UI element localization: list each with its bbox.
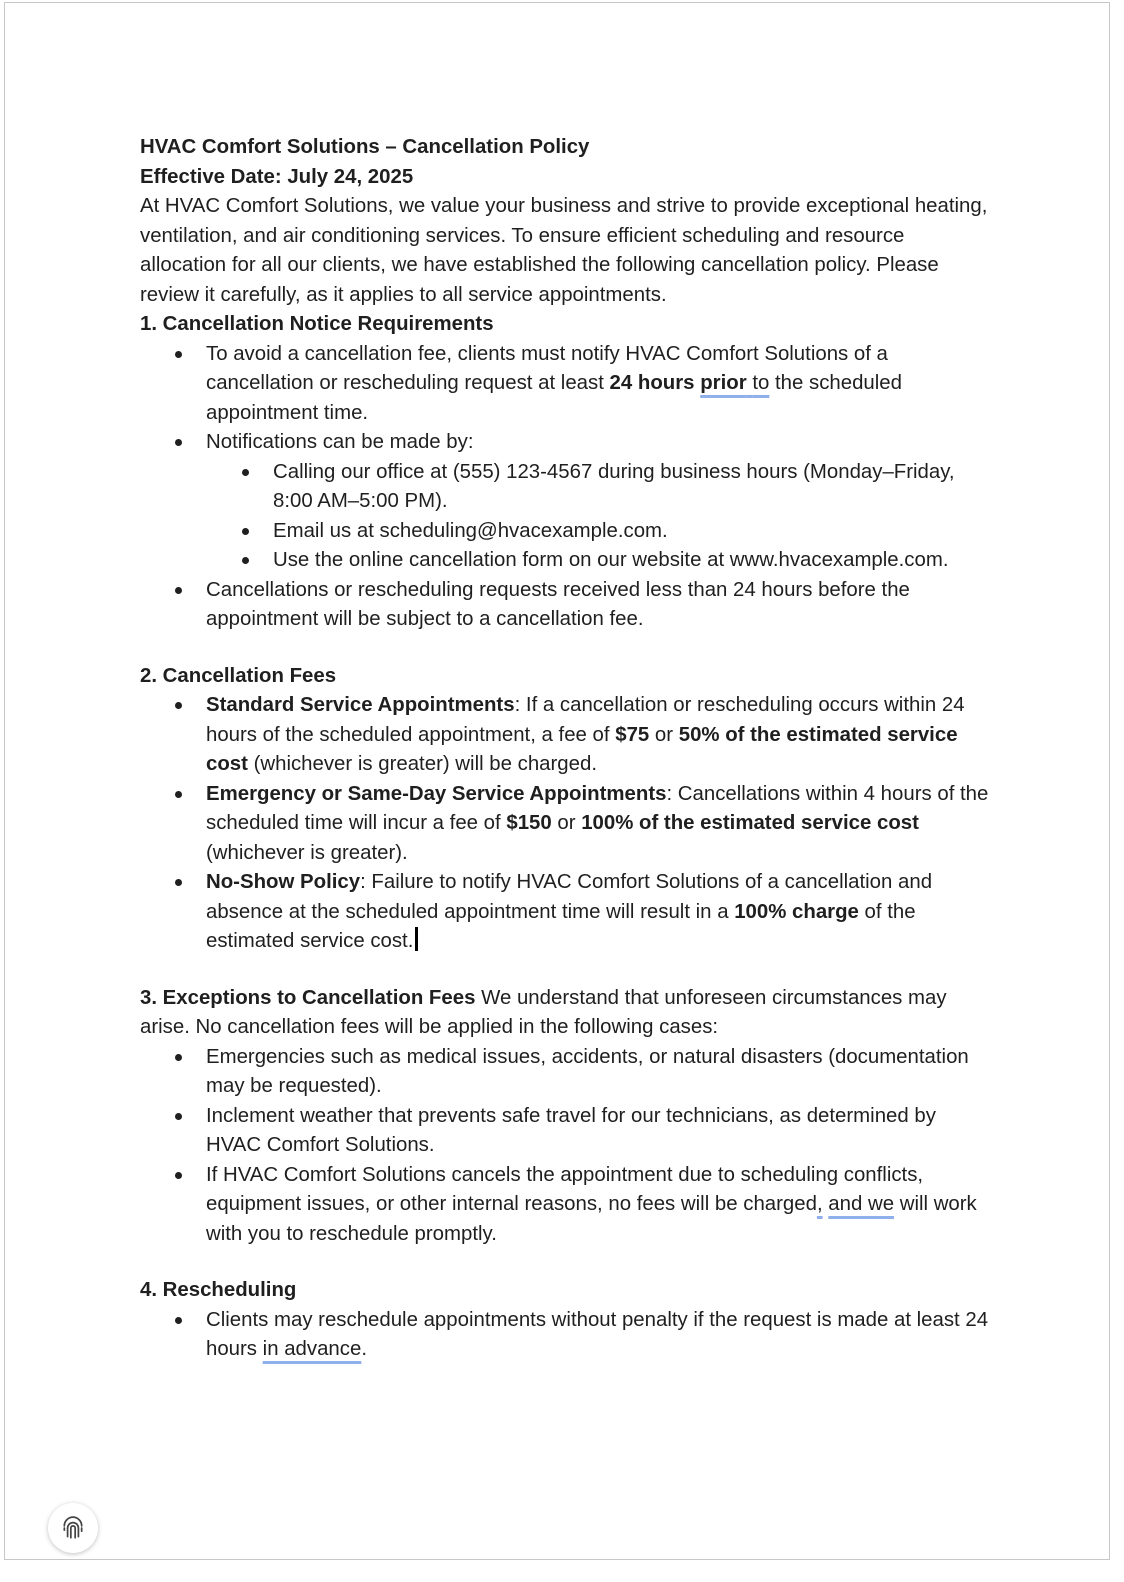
list-item: Inclement weather that prevents safe travel for our technicians, as determined by HVAC Comfort Solutions.	[140, 1102, 990, 1161]
bullet-icon	[175, 702, 182, 709]
list-item: Clients may reschedule appointments without penalty if the request is made at least 24 hours in advance.	[140, 1306, 990, 1365]
section-1-list	[140, 340, 990, 635]
section-4-list	[140, 1306, 990, 1365]
spellcheck-suggestion[interactable]: and we	[828, 1193, 895, 1215]
section-2-heading: 2. Cancellation Fees	[140, 664, 337, 687]
section-3-list	[140, 1043, 990, 1250]
list-item: Cancellations or rescheduling requests received less than 24 hours before the appointment will be subject to a cancellation fee.	[140, 576, 990, 635]
list-item: Calling our office at (555) 123-4567 during business hours (Monday–Friday, 8:00 AM–5:00 PM).	[206, 458, 990, 517]
document-body[interactable]	[140, 133, 990, 1365]
empty-line	[140, 635, 990, 662]
list-item: Notifications can be made by: Calling our office at (555) 123-4567 during business hours (Monday–Friday, 8:00 AM–5:00 PM). Email us at scheduling@hvacexample.com. Use the online cancellation form on our website at www.hvacexample.com.	[140, 428, 990, 576]
list-item: No-Show Policy: Failure to notify HVAC Comfort Solutions of a cancellation and absence at the scheduled appointment time will result in a 100% charge of the estimated service cost.	[140, 868, 990, 957]
spellcheck-suggestion[interactable]: ,	[816, 1193, 823, 1215]
section-4-heading: 4. Rescheduling	[140, 1279, 297, 1301]
spellcheck-suggestion[interactable]: prior	[700, 372, 747, 394]
section-3-heading: 3. Exceptions to Cancellation Fees We understand that unforeseen circumstances may arise. No cancellation fees will be applied in the following cases:	[140, 986, 947, 1038]
bullet-icon	[175, 1054, 182, 1061]
list-item: To avoid a cancellation fee, clients must notify HVAC Comfort Solutions of a cancellation or rescheduling request at least 24 hours prior to the scheduled appointment time.	[140, 340, 990, 429]
bullet-icon	[175, 1113, 182, 1120]
section-1-heading: 1. Cancellation Notice Requirements	[140, 313, 494, 335]
empty-line	[140, 957, 990, 984]
list-item: Standard Service Appointments: If a cancellation or rescheduling occurs within 24 hours of the scheduled appointment, a fee of $75 or 50% of the estimated service cost (whichever is greater) will be charged.	[140, 691, 990, 780]
text-cursor	[415, 927, 418, 951]
bullet-icon	[175, 1317, 182, 1324]
list-item: Emergencies such as medical issues, accidents, or natural disasters (documentation may be requested).	[140, 1043, 990, 1102]
notification-methods-list	[206, 458, 990, 576]
spellcheck-suggestion[interactable]: in advance	[262, 1338, 362, 1360]
bullet-icon	[175, 879, 182, 886]
bullet-icon	[175, 587, 182, 594]
list-item: Use the online cancellation form on our website at www.hvacexample.com.	[206, 546, 990, 576]
bullet-icon	[242, 557, 249, 564]
document-page[interactable]	[4, 2, 1110, 1560]
bullet-icon	[175, 439, 182, 446]
bullet-icon	[242, 528, 249, 535]
bullet-icon	[175, 1172, 182, 1179]
fingerprint-icon	[60, 1515, 86, 1541]
section-2-list	[140, 691, 990, 957]
intro-paragraph: At HVAC Comfort Solutions, we value your business and strive to provide exceptional heating, ventilation, and air conditioning services. To ensure efficient scheduling and resource allocation for all our clients, we have established the following cancellation policy. Please review it carefully, as it applies to all service appointments.	[140, 195, 988, 306]
effective-date: Effective Date: July 24, 2025	[140, 165, 414, 188]
list-item: Email us at scheduling@hvacexample.com.	[206, 517, 990, 547]
list-item: If HVAC Comfort Solutions cancels the appointment due to scheduling conflicts, equipment issues, or other internal reasons, no fees will be charged, and we will work with you to reschedule promptly.	[140, 1161, 990, 1250]
fingerprint-button[interactable]	[48, 1503, 98, 1553]
bullet-icon	[175, 351, 182, 358]
bullet-icon	[242, 469, 249, 476]
document-title: HVAC Comfort Solutions – Cancellation Policy	[140, 136, 590, 158]
empty-line	[140, 1249, 990, 1276]
spellcheck-suggestion[interactable]: to	[752, 372, 770, 394]
list-item: Emergency or Same-Day Service Appointments: Cancellations within 4 hours of the scheduled time will incur a fee of $150 or 100% of the estimated service cost (whichever is greater).	[140, 780, 990, 869]
bullet-icon	[175, 791, 182, 798]
